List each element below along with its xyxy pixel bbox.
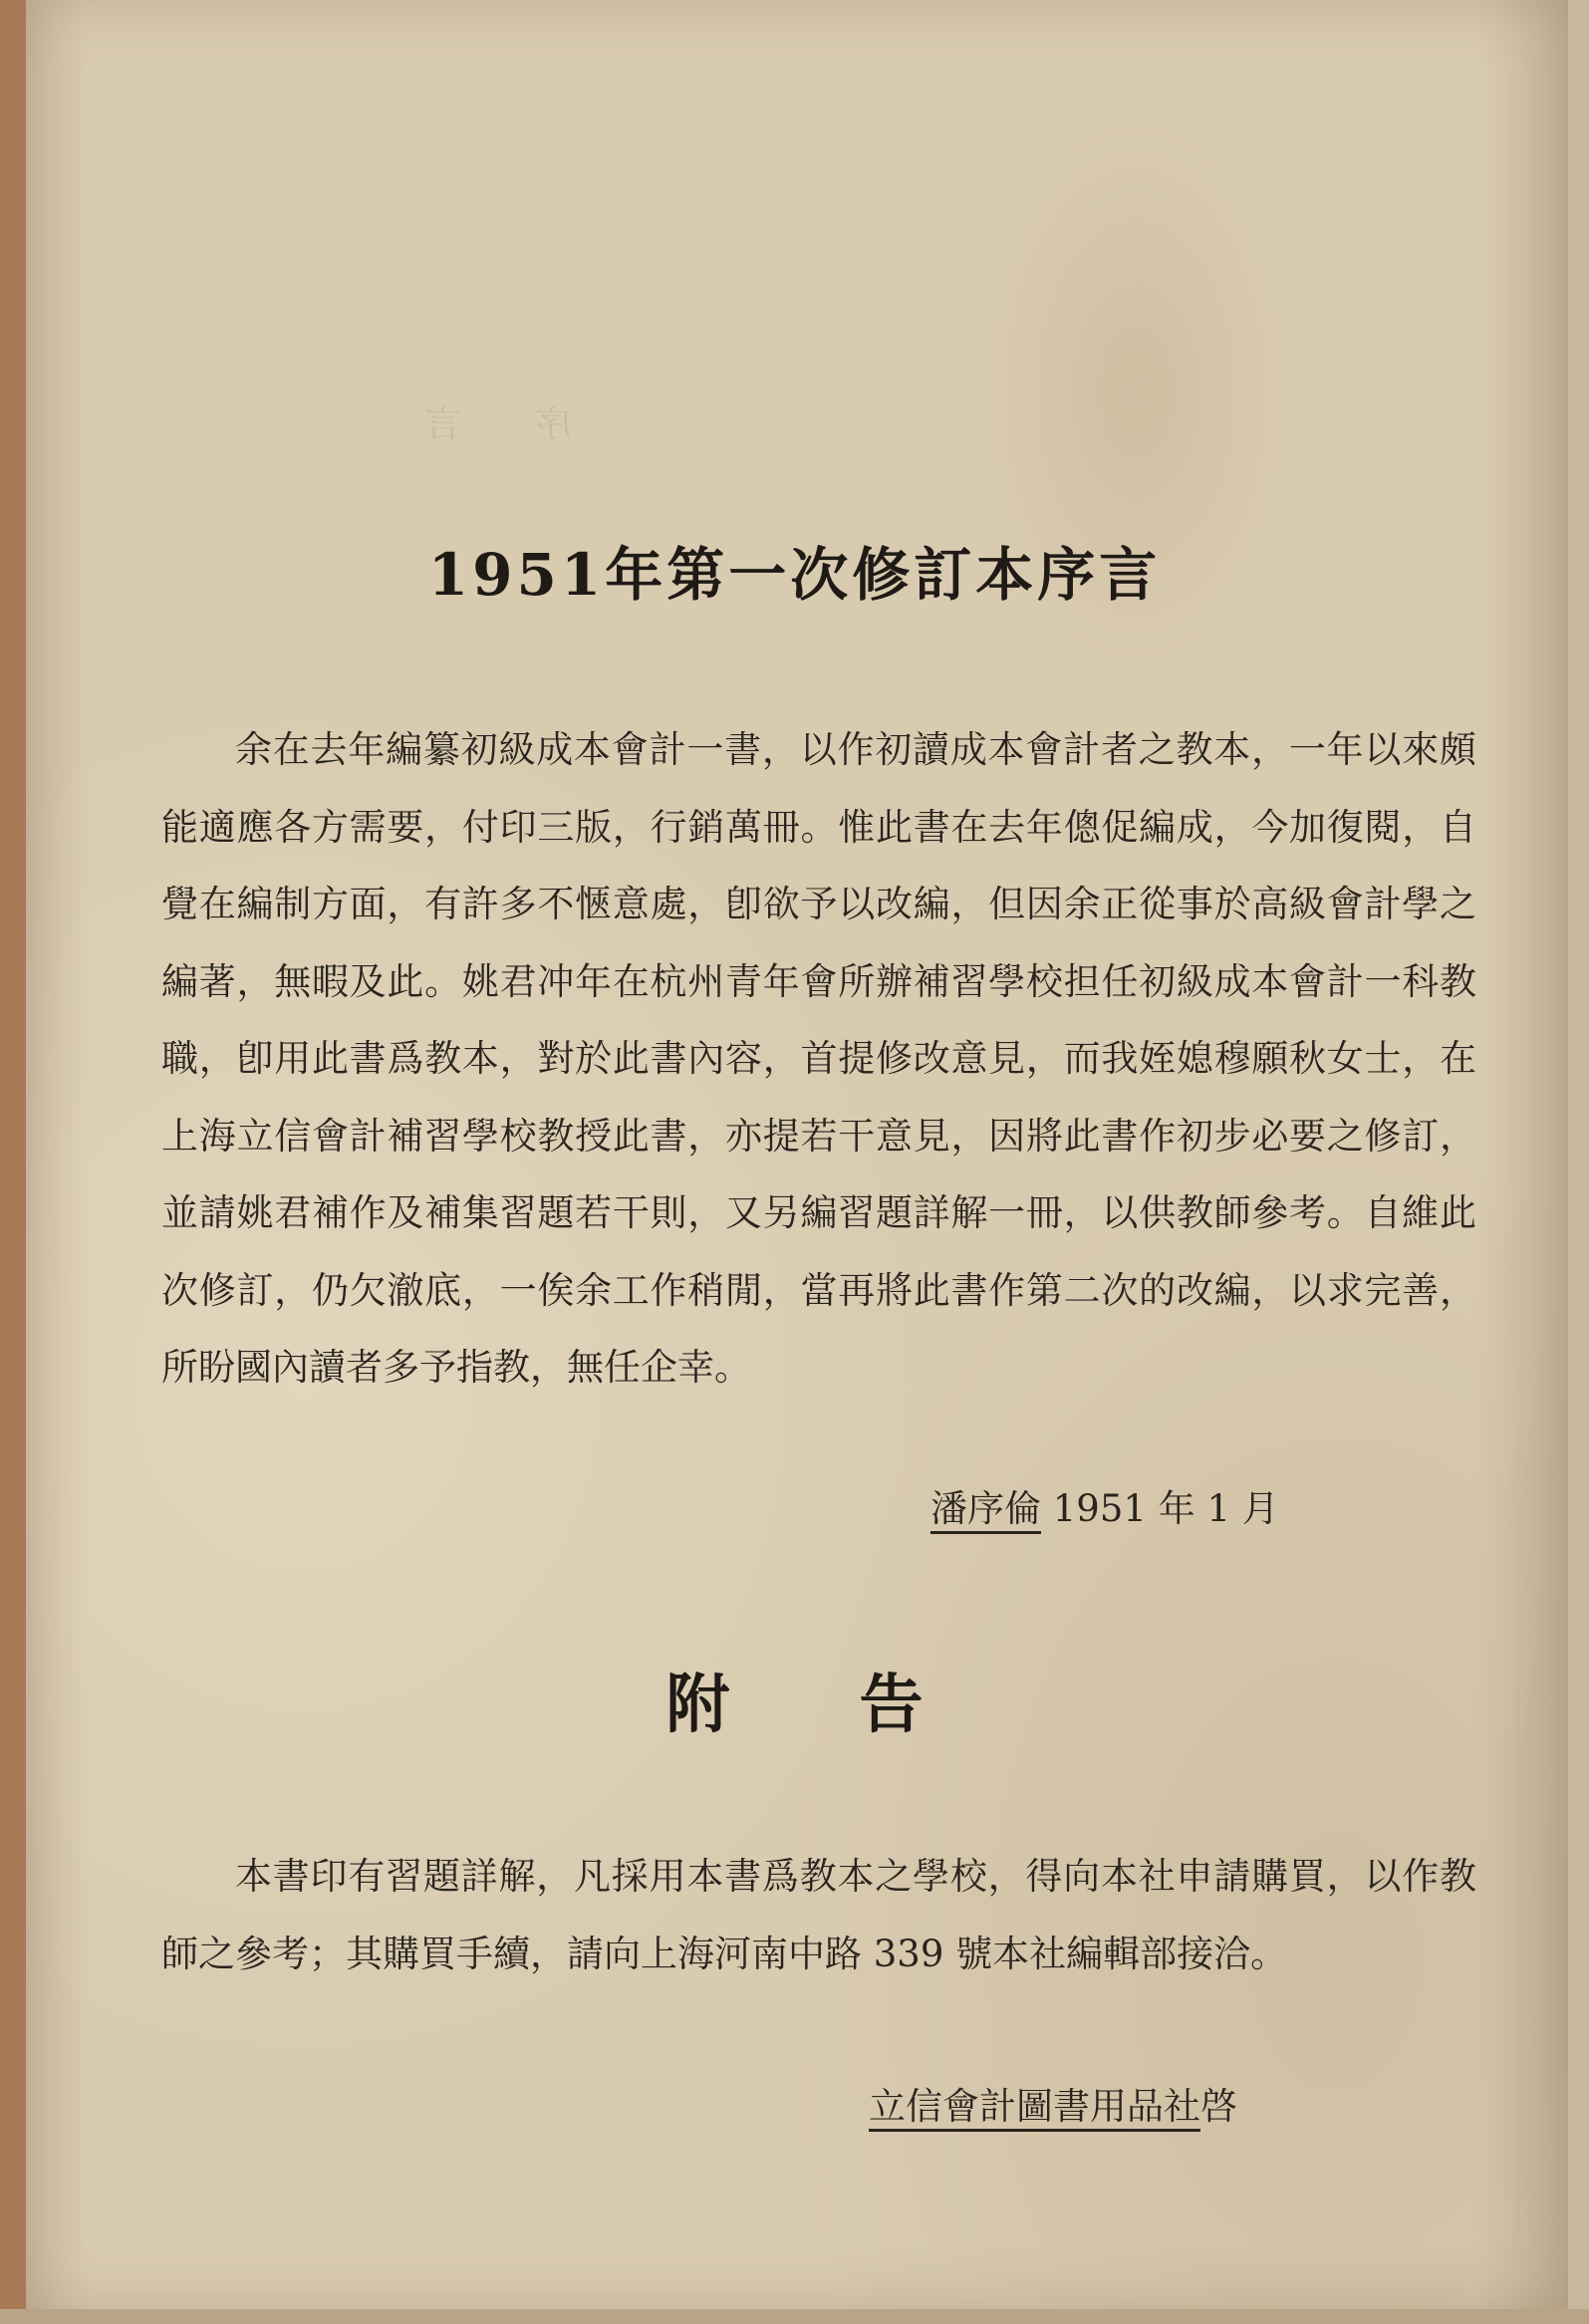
preface-title: 1951年第一次修訂本序言 [427,541,1162,609]
page-edge-bottom [0,2309,1589,2324]
signature-date: 1951 年 1 月 [1052,1487,1279,1530]
show-through-text: 序 言 [424,402,572,445]
notice-body: 本書印有習題詳解，凡採用本書爲教本之學校，得向本社申請購買，以作教師之參考；其購買手續，請向上海河南中路 339 號本社編輯部接洽。 [161,1855,1476,1975]
preface-body: 余在去年編纂初級成本會計一書，以作初讀成本會計者之教本，一年以來頗能適應各方需要，付印三版，行銷萬冊。惟此書在去年傯促編成，今加復閱，自覺在編制方面，有許多不愜意處，卽欲予以改編，但因余正從事於高級會計學之編著，無暇及此。姚君冲年在杭州青年會所辦補習學校担任初級成本會計一科教職，卽用此書爲教本，對於此書內容，首提修改意見，而我姪媳穆願秋女士，在上海立信會計補習學校教授此書，亦提若干意見，因將此書作初步必要之修訂，並請姚君補作及補集習題若干則，又另編習題詳解一冊，以供教師參考。自維此次修訂，仍欠澈底，一俟余工作稍閒，當再將此書作第二次的改編，以求完善，所盼國內讀者多予指教，無任企幸。 [161,728,1476,1389]
publisher-suffix: 啓 [1200,2085,1237,2128]
page-edge-left [0,0,26,2324]
notice-heading: 附告 [665,1668,1053,1742]
preface-signature [930,1478,1279,1532]
author-name: 潘序倫 [930,1487,1041,1530]
publisher-name: 立信會計圖書用品社 [869,2085,1200,2128]
publisher-signature [869,2076,1237,2130]
